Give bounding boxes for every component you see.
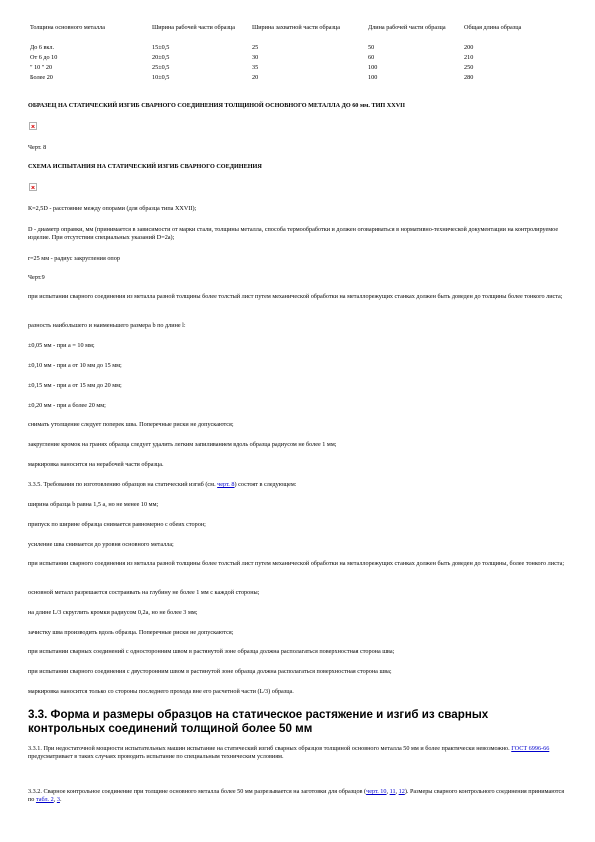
figure-caption: Черт. 8 [28,144,47,151]
paragraph: снимать утолщение следует поперек шва. Поперечные риски не допускаются; [28,421,234,428]
table-cell: 25±0,5 [152,64,170,71]
drawing-10-link[interactable]: черт. 10 [366,788,387,795]
table-cell: 20±0,5 [152,54,170,61]
paragraph: r=25 мм - радиус закругления опор [28,255,120,262]
table-row [30,74,570,84]
paragraph: ширина образца b равна 1,5 а, но не менее 10 мм; [28,501,159,508]
paragraph: разность наибольшего и наименьшего размера b по длине l: [28,322,186,329]
paragraph: основной металл разрешается состраивать на глубину не более 1 мм с каждой стороны; [28,589,260,596]
paragraph: усиление шва снимается до уровня основного металла; [28,541,174,548]
section-heading: 3.3. Форма и размеры образцов на статическое растяжение и изгиб из сварных контрольных соединений толщиной более 50 мм [28,708,489,735]
table-header-cell: Толщина основного металла [30,24,106,31]
paragraph-text: . [59,796,62,804]
paragraph [28,788,568,805]
table-cell: 30 [252,54,259,61]
separator: , [53,796,57,804]
paragraph: закругление кромок на гранях образца следует удалить легким запиливанием вдоль образца радиусом не более 1 мм; [28,441,337,448]
paragraph [28,745,568,762]
paragraph-text: 3.3.1. При недостаточной мощности испытательных машин испытание на статический изгиб сварных образцов толщиной основного металла 50 мм и более практически невозможно. [28,745,512,752]
table-cell: 10±0,5 [152,74,170,81]
table-cell: 210 [464,54,474,61]
paragraph: припуск по ширине образца снимается равномерно с обеих сторон; [28,521,206,528]
table-cell: 60 [368,54,375,61]
separator: , [386,788,390,795]
paragraph: при испытании сварного соединения из металла разной толщины более толстый лист путем механической обработки на металлорежущих станках должен быть доведен до толщины, более тонкого листа; [28,560,565,567]
table-cell: 280 [464,74,474,81]
figure-caption: Черт.9 [28,274,45,281]
paragraph: D - диаметр оправки, мм (принимается в зависимости от марки стали, толщины металла, способа термообработки и должен оговариваться в нормативно-технической документации на контролируемое изделие. При отсутствии специальных указаний D=2а); [28,226,559,242]
paragraph: при испытании сварных соединений с односторонним швом в растянутой зоне образца должна располагаться поверхностная сторона шва; [28,648,395,655]
table-cell: " 10 " 20 [30,64,53,71]
table-3-link[interactable]: 3 [56,796,60,804]
table-cell: 15±0,5 [152,44,170,51]
table-cell: До 6 вкл. [30,44,55,51]
table-cell: 20 [252,74,259,81]
paragraph: на длине L/3 скруглить кромки радиусом 0,2а, но не более 3 мм; [28,609,198,616]
table-cell: 50 [368,44,375,51]
scheme-title: СХЕМА ИСПЫТАНИЯ НА СТАТИЧЕСКИЙ ИЗГИБ СВАРНОГО СОЕДИНЕНИЯ [28,163,262,170]
broken-image-icon [29,122,37,130]
table-cell: 100 [368,64,378,71]
paragraph: зачистку шва производить вдоль образца. Поперечные риски не допускаются; [28,629,234,636]
table-cell: Более 20 [30,74,53,81]
table-header-cell: Ширина захватной части образца [252,24,340,31]
table-cell: 35 [252,64,259,71]
table-header-cell: Ширина рабочей части образца [152,24,235,31]
tolerance-item: ±0,15 мм - при a от 15 мм до 20 мм; [28,382,122,389]
drawing-11-link[interactable]: 11 [389,788,396,795]
drawing-12-link[interactable]: 12 [398,788,405,795]
table-2-link[interactable]: табл. 2 [35,796,54,804]
paragraph: маркировка наносится только со стороны последнего прохода вне его расчетной части (L/3) образца. [28,688,294,695]
tolerance-item: ±0,20 мм - при a более 20 мм; [28,402,106,409]
paragraph: при испытании сварного соединения из металла разной толщины более толстый лист путем механической обработки на металлорежущих станках должен быть доведен до толщины более тонкого листа; [28,293,563,300]
paragraph-text: 3.3.2. Сварное контрольное соединение при толщине основного металла более 50 мм разрезывается на заготовки для образцов ( [28,788,367,795]
drawing-8-link[interactable]: черт. 8 [217,481,235,488]
dimensions-table [30,24,570,84]
paragraph: при испытании сварного соединения с двусторонним швом в растянутой зоне образца должна располагаться поверхностная сторона шва; [28,668,392,675]
table-cell: 250 [464,64,474,71]
table-row [30,44,570,54]
paragraph-text: ) состоят в следующем: [234,481,297,488]
table-cell: 100 [368,74,378,81]
table-row [30,64,570,74]
broken-image-icon [29,183,37,191]
paragraph-text: предусматривает в таких случаях проводить испытание по специальным техническим условиям. [28,753,284,761]
table-cell: От 6 до 10 [30,54,58,61]
sample-title: ОБРАЗЕЦ НА СТАТИЧЕСКИЙ ИЗГИБ СВАРНОГО СОЕДИНЕНИЯ ТОЛЩИНОЙ ОСНОВНОГО МЕТАЛЛА ДО 60 мм. ТИП XXVII [28,102,405,109]
table-row [30,54,570,64]
table-cell: 25 [252,44,259,51]
tolerance-item: ±0,05 мм - при a = 10 мм; [28,342,95,349]
paragraph-text: 3.3.5. Требования по изготовлению образцов на статический изгиб (см. [28,481,218,488]
separator: , [395,788,399,795]
tolerance-item: ±0,10 мм - при a от 10 мм до 15 мм; [28,362,122,369]
table-header-row [30,24,570,44]
paragraph-text: ). Размеры сварного контрольного соединения принимаются по [28,788,565,804]
paragraph [28,481,568,489]
paragraph: К=2,5D - расстояние между опорами (для образца типа XXVII); [28,205,197,212]
table-cell: 200 [464,44,474,51]
gost-6996-66-link[interactable]: ГОСТ 6996-66 [511,745,550,752]
table-header-cell: Длина рабочей части образца [368,24,446,31]
table-header-cell: Общая длина образца [464,24,522,31]
paragraph: маркировка наносится на нерабочей части образца. [28,461,164,468]
